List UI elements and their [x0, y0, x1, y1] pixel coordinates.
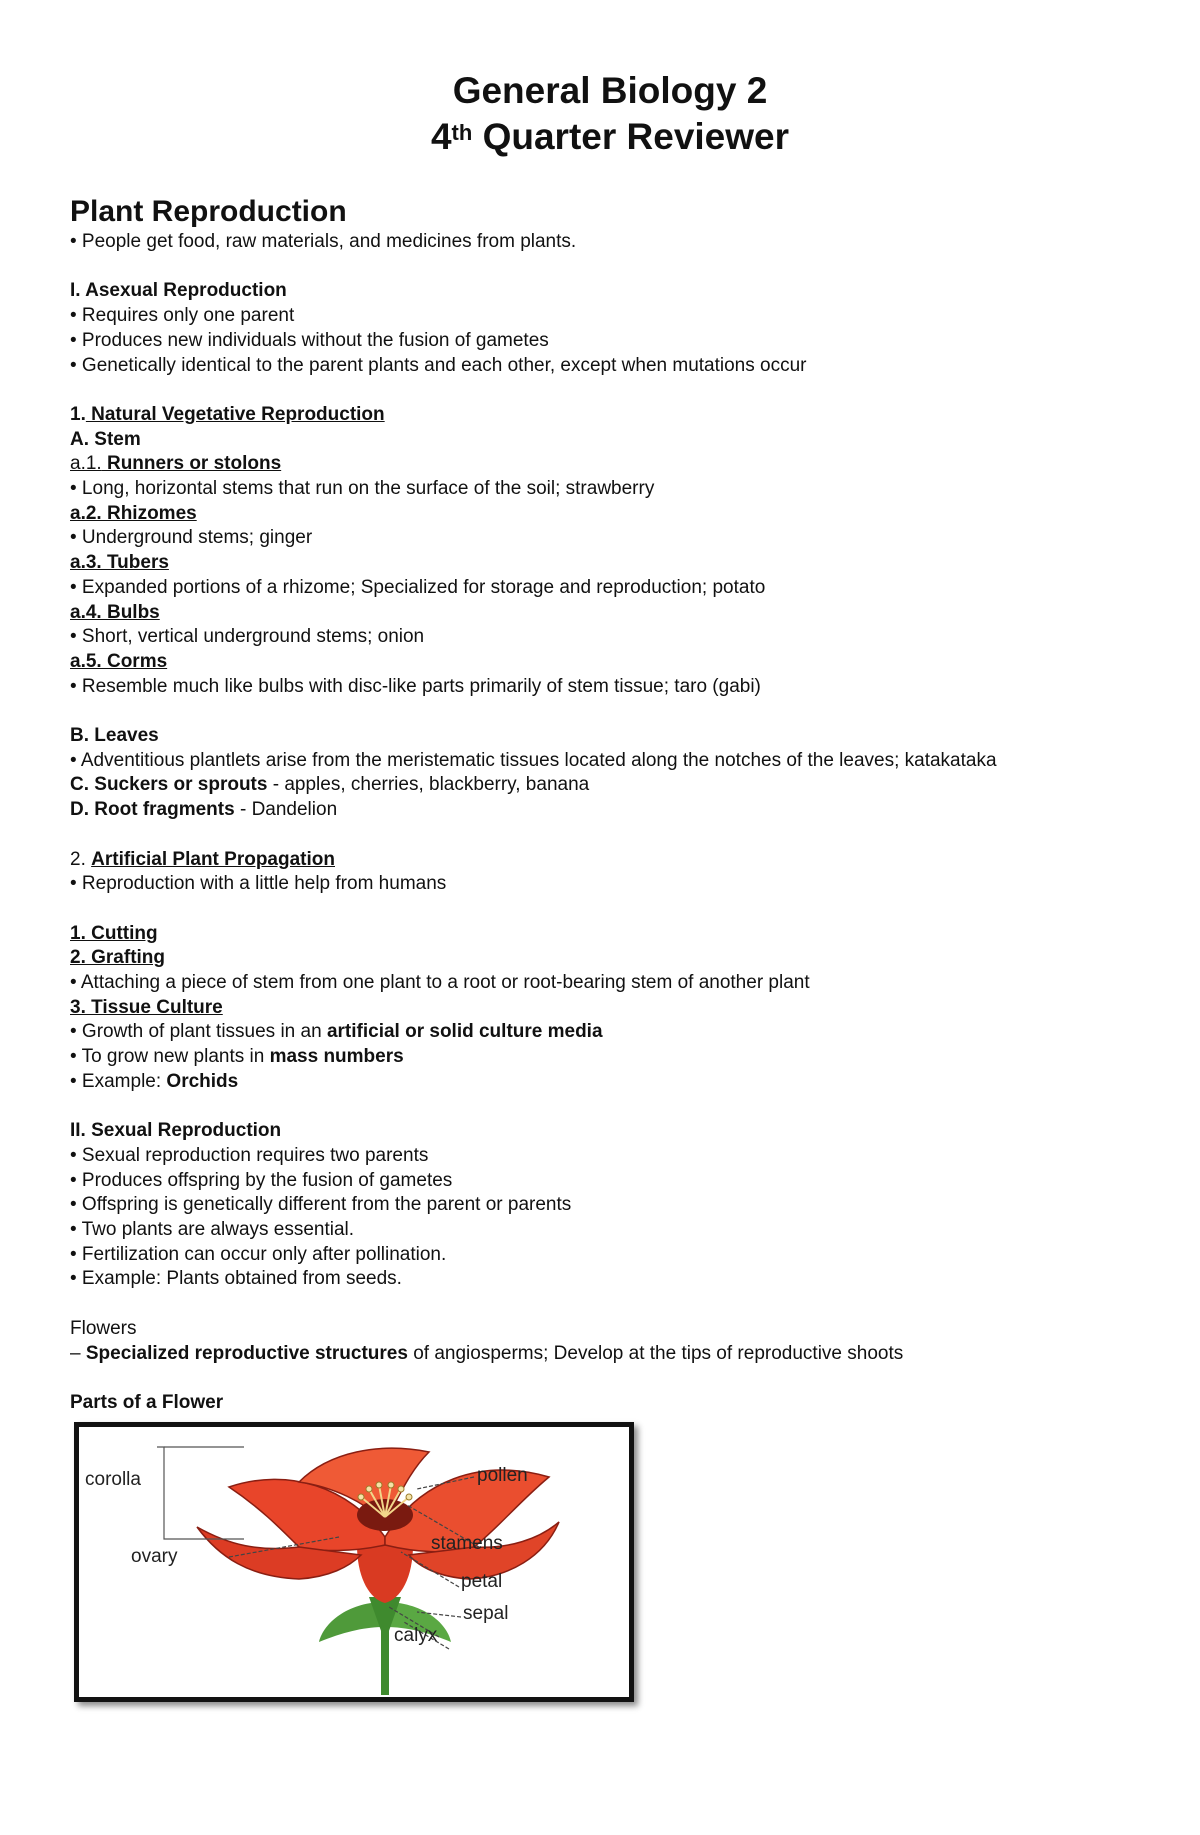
tc-b3-bold: Orchids	[166, 1070, 239, 1092]
label-corolla: corolla	[85, 1469, 141, 1490]
sexual-bullet: • Offspring is genetically different from the parent or parents	[70, 1194, 572, 1216]
runners-num: a.1.	[70, 453, 102, 475]
flower-diagram	[74, 1422, 634, 1702]
suckers-line	[70, 773, 1150, 798]
sexual-bullet: • Sexual reproduction requires two parents	[70, 1144, 429, 1166]
cutting-heading: 1. Cutting	[70, 922, 158, 944]
corms-bullet: • Resemble much like bulbs with disc-like parts primarily of stem tissue; taro (gabi)	[70, 675, 761, 697]
tissue-culture-heading: 3. Tissue Culture	[70, 996, 223, 1018]
tc-b2-pre: • To grow new plants in	[70, 1046, 270, 1068]
tissue-culture-bullet	[70, 1070, 1150, 1095]
quarter-number: 4	[430, 116, 452, 157]
corms-heading: a.5. Corms	[70, 650, 168, 672]
tc-b3-pre: • Example:	[70, 1070, 167, 1092]
asexual-bullet: • Genetically identical to the parent plants and each other, except when mutations occur	[70, 354, 807, 376]
tissue-culture-bullet	[70, 1045, 1150, 1070]
sexual-heading: II. Sexual Reproduction	[70, 1120, 282, 1142]
tubers-heading: a.3. Tubers	[70, 552, 169, 574]
flowers-bold: Specialized reproductive structures	[85, 1342, 408, 1364]
label-stamens: stamens	[431, 1533, 503, 1554]
intro-bullet: • People get food, raw materials, and medicines from plants.	[70, 231, 577, 252]
artificial-title: Artificial Plant Propagation	[91, 848, 335, 870]
bulbs-heading: a.4. Bulbs	[70, 601, 160, 623]
natural-num: 1.	[70, 403, 86, 425]
artificial-bullet: • Reproduction with a little help from humans	[70, 873, 447, 895]
quarter-reviewer-text: Quarter Reviewer	[472, 116, 790, 157]
label-ovary: ovary	[131, 1546, 178, 1567]
section-heading: Plant Reproduction	[70, 195, 347, 228]
parts-of-flower-heading: Parts of a Flower	[70, 1391, 224, 1413]
bulbs-bullet: • Short, vertical underground stems; onion	[70, 626, 425, 648]
rhizomes-heading: a.2. Rhizomes	[70, 502, 197, 524]
flower-illustration	[79, 1427, 629, 1697]
leaves-bullet: • Adventitious plantlets arise from the meristematic tissues located along the notches of the leaves; katakataka	[70, 749, 997, 771]
asexual-bullet: • Produces new individuals without the fusion of gametes	[70, 329, 549, 351]
asexual-heading: I. Asexual Reproduction	[70, 280, 287, 302]
runners-heading	[70, 452, 1150, 477]
flowers-rest: of angiosperms; Develop at the tips of reproductive shoots	[407, 1342, 904, 1364]
corolla-bracket	[157, 1447, 244, 1539]
flowers-definition	[70, 1342, 1150, 1367]
stem-heading: A. Stem	[70, 428, 141, 450]
natural-title: Natural Vegetative Reproduction	[85, 403, 385, 425]
asexual-bullet: • Requires only one parent	[70, 305, 295, 327]
roots-line	[70, 798, 1150, 823]
tubers-bullet: • Expanded portions of a rhizome; Specialized for storage and reproduction; potato	[70, 576, 766, 598]
grafting-bullet: • Attaching a piece of stem from one plant to a root or root-bearing stem of another plant	[70, 972, 810, 994]
label-calyx: calyx	[394, 1625, 438, 1646]
sexual-bullet: • Example: Plants obtained from seeds.	[70, 1268, 402, 1290]
rhizomes-bullet: • Underground stems; ginger	[70, 527, 313, 549]
label-pollen: pollen	[477, 1465, 528, 1486]
document-title	[70, 68, 1150, 160]
flowers-heading: Flowers	[70, 1317, 137, 1339]
sexual-bullet: • Produces offspring by the fusion of gametes	[70, 1169, 453, 1191]
sexual-bullet: • Fertilization can occur only after pollination.	[70, 1243, 447, 1265]
document-page	[70, 68, 1150, 1416]
quarter-ordinal: th	[451, 120, 473, 145]
title-line-2	[70, 114, 1150, 160]
tc-b2-bold: mass numbers	[269, 1046, 404, 1068]
leaves-heading: B. Leaves	[70, 725, 159, 747]
suckers-label: C. Suckers or sprouts	[70, 774, 268, 796]
artificial-num: 2.	[70, 848, 92, 870]
label-sepal: sepal	[463, 1603, 509, 1624]
tissue-culture-bullet	[70, 1020, 1150, 1045]
runners-bullet: • Long, horizontal stems that run on the surface of the soil; strawberry	[70, 478, 655, 499]
roots-text: - Dandelion	[234, 799, 338, 821]
sexual-bullet: • Two plants are always essential.	[70, 1219, 355, 1241]
roots-label: D. Root fragments	[70, 799, 235, 821]
runners-title: Runners or stolons	[101, 453, 282, 475]
natural-heading	[70, 403, 1150, 428]
grafting-heading: 2. Grafting	[70, 947, 166, 969]
tc-b1-bold: artificial or solid culture media	[326, 1021, 603, 1043]
flowers-dash: –	[70, 1342, 86, 1364]
artificial-heading	[70, 848, 1150, 873]
label-petal: petal	[461, 1571, 503, 1592]
suckers-text: - apples, cherries, blackberry, banana	[267, 774, 590, 796]
tc-b1-pre: • Growth of plant tissues in an	[70, 1021, 327, 1043]
title-line-1: General Biology 2	[452, 70, 768, 111]
